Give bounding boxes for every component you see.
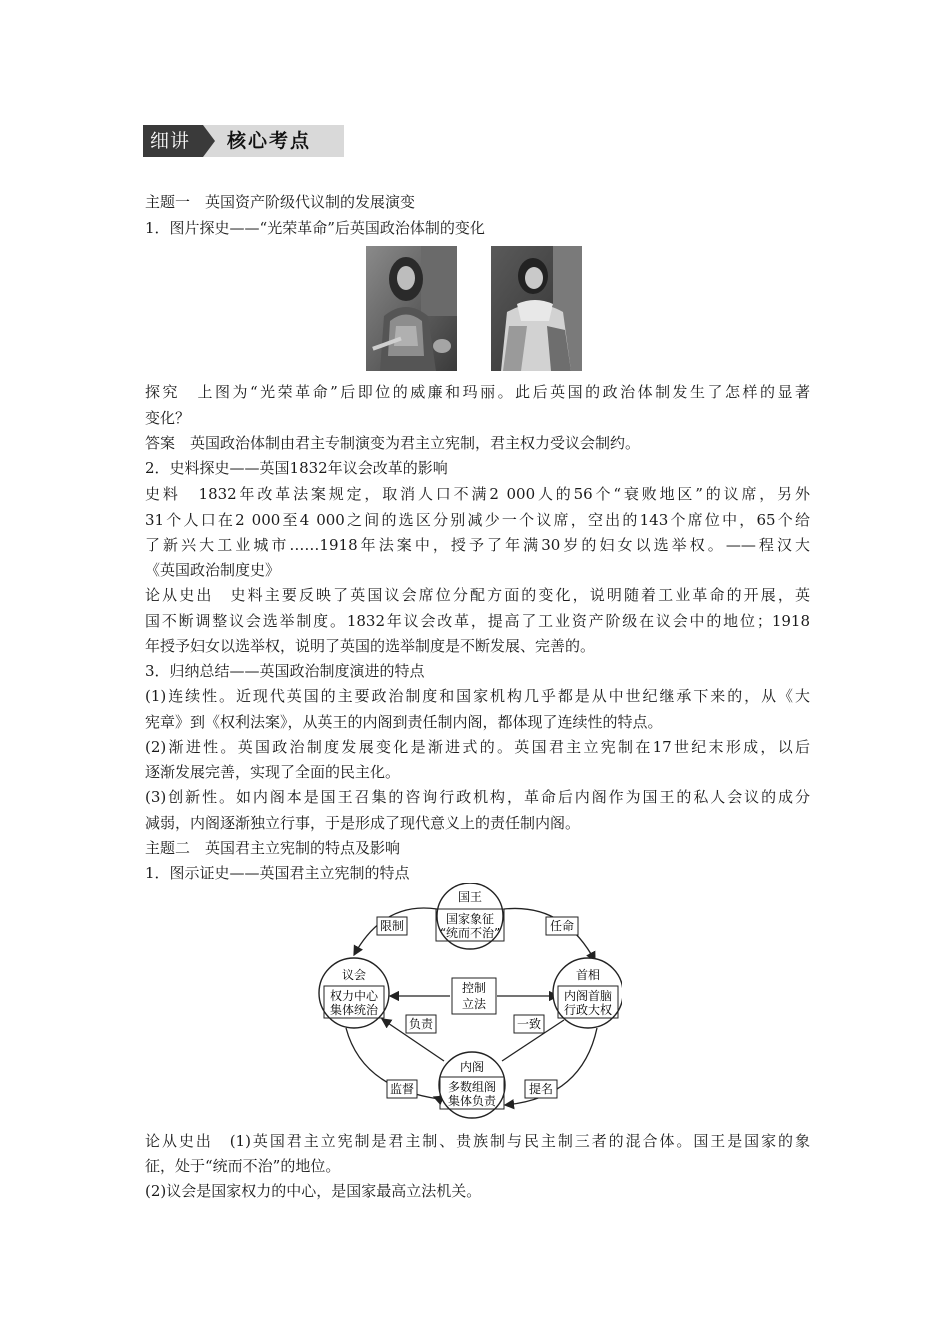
monarchy-diagram: [312, 883, 622, 1123]
gradual-line-1: (2)渐进性。英国政治制度发展变化是渐进式的。英国君主立宪制在17世纪末形成，以后: [145, 738, 810, 756]
king-line-3: “统而不治”: [439, 926, 501, 940]
label-nominate: 提名: [528, 1082, 554, 1096]
pm-title: 首相: [575, 968, 601, 982]
innovation-line-1: (3)创新性。如内阁本是国王召集的咨询行政机构，革命后内阁作为国王的私人会议的成分: [145, 788, 810, 806]
continuity-line-2: 宪章》到《权利法案》，从英王的内阁到责任制内阁，都体现了连续性的特点。: [145, 713, 663, 731]
explore-question-line-1: 探究 上图为“光荣革命”后即位的威廉和玛丽。此后英国的政治体制发生了怎样的显著: [145, 383, 810, 401]
banner-tag: 细讲: [143, 125, 203, 157]
portrait-mary-image: [491, 246, 582, 371]
source-line-3: 了新兴大工业城市……1918年法案中，授予了年满30岁的妇女以选举权。——程汉大: [145, 536, 810, 554]
king-title: 国王: [457, 890, 483, 904]
continuity-line-1: (1)连续性。近现代英国的主要政治制度和国家机构几乎都是从中世纪继承下来的，从《大: [145, 687, 810, 705]
answer-line: 答案 英国政治体制由君主专制演变为君主立宪制，君主权力受议会制约。: [145, 434, 641, 452]
parliament-line-2: 权力中心: [329, 989, 379, 1003]
innovation-line-2: 减弱，内阁逐渐独立行事，于是形成了现代意义上的责任制内阁。: [145, 814, 581, 832]
topic-heading: 主题二 英国君主立宪制的特点及影响: [145, 839, 401, 857]
topic-heading: 主题一 英国资产阶级代议制的发展演变: [145, 193, 416, 211]
analysis-line-1: 论从史出 史料主要反映了英国议会席位分配方面的变化，说明随着工业革命的开展，英: [145, 586, 810, 604]
analysis-line-3: 年授予妇女以选举权，说明了英国的选举制度是不断发展、完善的。: [145, 637, 596, 655]
label-limit: 限制: [379, 919, 405, 933]
parliament-node: [319, 958, 389, 1028]
cabinet-line-2: 多数组阁: [447, 1080, 497, 1094]
banner-arrow-icon: [203, 125, 215, 157]
analysis2-line-2: 征，处于“统而不治”的地位。: [145, 1157, 341, 1175]
explore-question-line-2: 变化？: [145, 409, 191, 427]
subheading: 1．图示证史——英国君主立宪制的特点: [145, 864, 410, 882]
subheading: 2．史料探史——英国1832年议会改革的影响: [145, 459, 448, 477]
control-legislate-box: [452, 978, 496, 1014]
king-line-2: 国家象征: [445, 912, 495, 926]
analysis-line-2: 国不断调整议会选举制度。1832年议会改革，提高了工业资产阶级在议会中的地位；1918: [145, 612, 810, 630]
center-line-2: 立法: [461, 997, 487, 1011]
portrait-william-image: [366, 246, 457, 371]
king-node: [436, 883, 504, 949]
parliament-line-3: 集体统治: [329, 1003, 379, 1017]
label-unity: 一致: [516, 1017, 542, 1031]
pm-line-2: 内阁首脑: [563, 989, 613, 1003]
cabinet-node: [439, 1052, 505, 1118]
pm-line-3: 行政大权: [563, 1003, 613, 1017]
cabinet-line-3: 集体负责: [447, 1094, 497, 1108]
label-responsible: 负责: [408, 1017, 434, 1031]
source-line-1: 史料 1832年改革法案规定，取消人口不满2 000人的56个“衰败地区”的议席，另外: [145, 485, 810, 503]
banner-title: 核心考点: [227, 130, 312, 152]
label-supervise: 监督: [389, 1082, 415, 1096]
section-banner: [143, 125, 344, 157]
cabinet-title: 内阁: [459, 1060, 485, 1074]
analysis2-line-1: 论从史出 (1)英国君主立宪制是君主制、贵族制与民主制三者的混合体。国王是国家的象: [145, 1132, 810, 1150]
gradual-line-2: 逐渐发展完善，实现了全面的民主化。: [145, 763, 401, 781]
pm-node: [553, 958, 622, 1028]
parliament-title: 议会: [341, 968, 367, 982]
source-line-4: 《英国政治制度史》: [145, 561, 281, 579]
label-appoint: 任命: [549, 919, 575, 933]
center-line-1: 控制: [461, 981, 487, 995]
subheading: 1．图片探史——“光荣革命”后英国政治体制的变化: [145, 219, 485, 237]
analysis2-line-3: (2)议会是国家权力的中心，是国家最高立法机关。: [145, 1182, 482, 1200]
subheading: 3．归纳总结——英国政治制度演进的特点: [145, 662, 425, 680]
source-line-2: 31个人口在2 000至4 000之间的选区分别减少一个议席，空出的143个席位中，65个给: [145, 511, 810, 529]
